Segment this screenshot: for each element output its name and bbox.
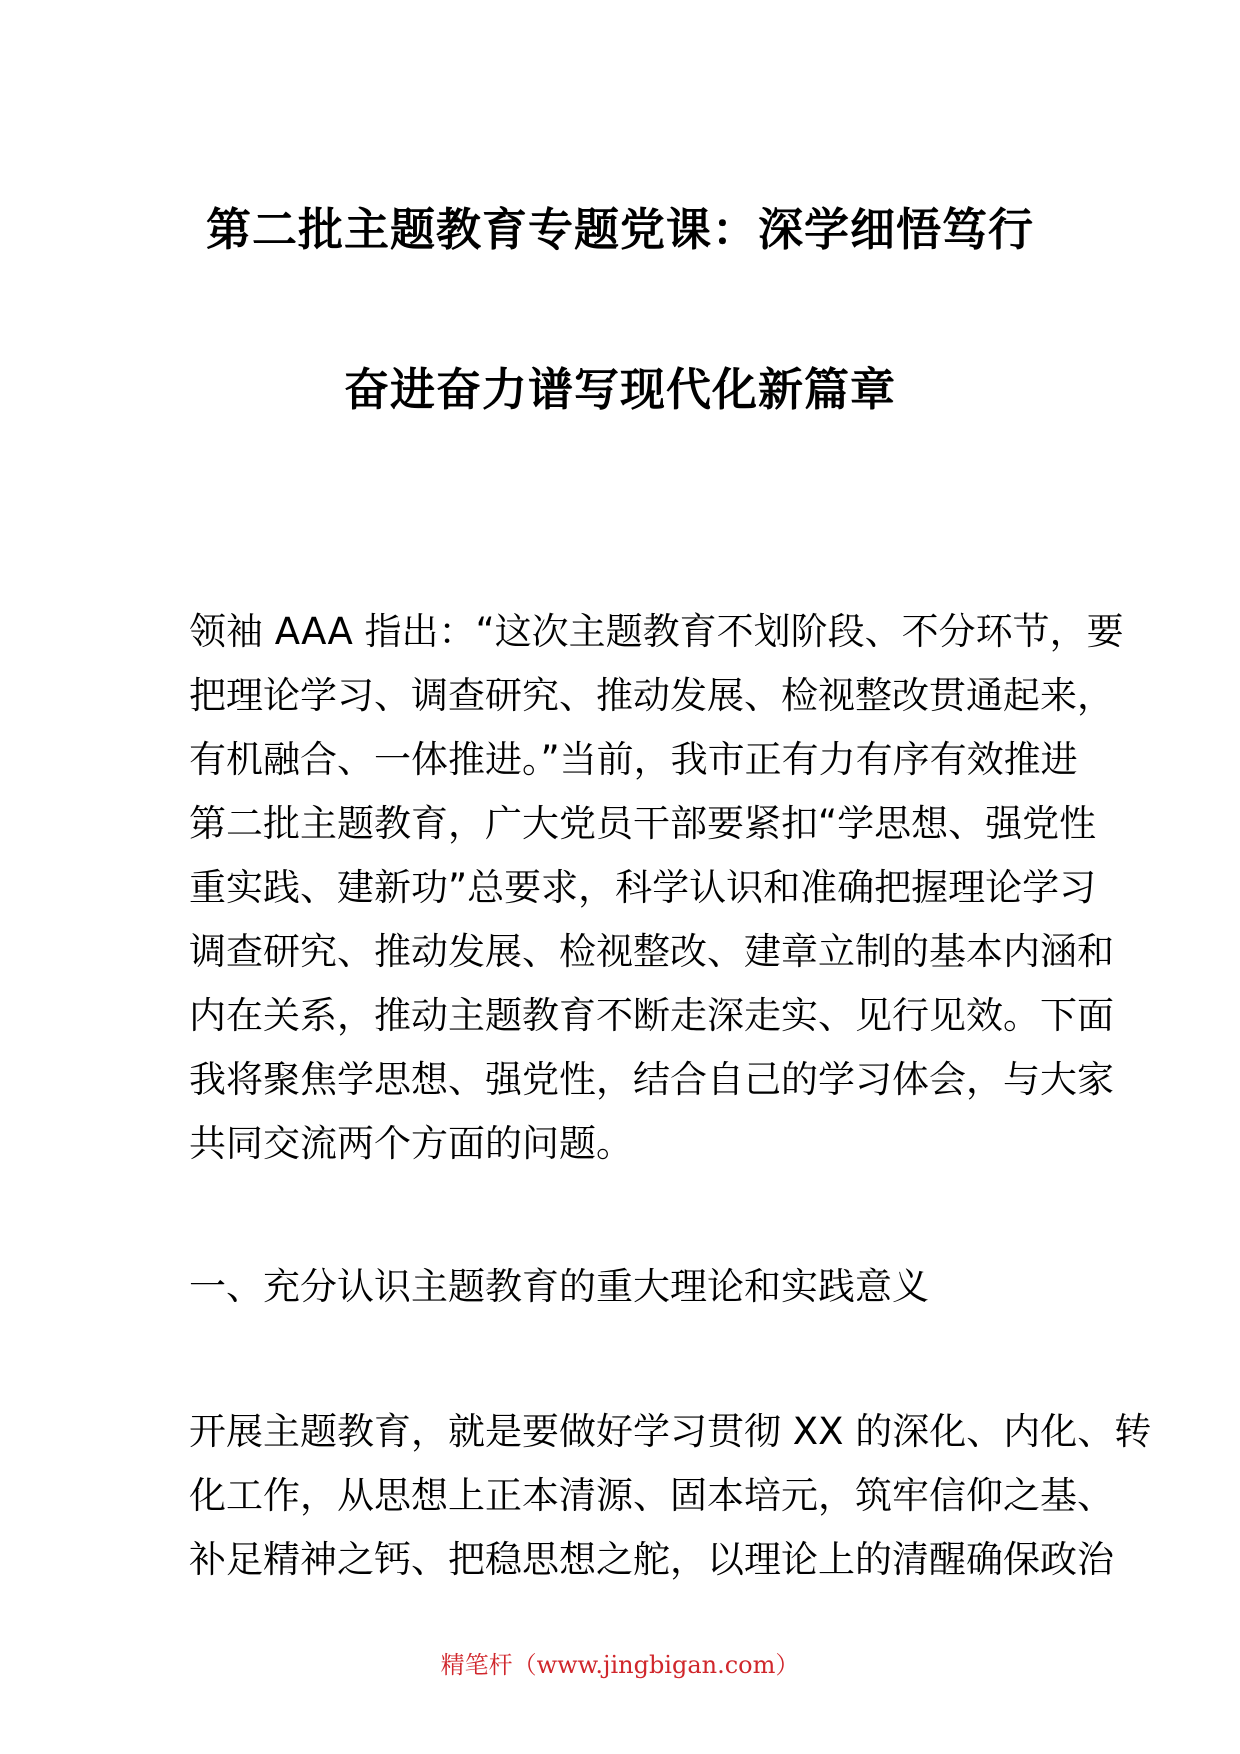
document-title-line-1: 第二批主题教育专题党课：深学细悟笃行 — [205, 203, 1034, 256]
document-title-line-2: 奋进奋力谱写现代化新篇章 — [343, 363, 896, 416]
paragraph-line: 内在关系，推动主题教育不断走深走实、见行见效。下面 — [189, 994, 1114, 1037]
paragraph-2 — [189, 1400, 1152, 1592]
paragraph-line: 重实践、建新功”总要求，科学认识和准确把握理论学习 — [189, 866, 1097, 909]
footer-watermark: 精笔杆（www.jingbigan.com） — [440, 1651, 800, 1679]
paragraph-line: 开展主题教育，就是要做好学习贯彻 XX 的深化、内化、转 — [189, 1410, 1152, 1453]
paragraph-1 — [189, 600, 1124, 1176]
paragraph-line: 调查研究、推动发展、检视整改、建章立制的基本内涵和 — [189, 930, 1114, 973]
paragraph-line: 有机融合、一体推进。”当前，我市正有力有序有效推进 — [189, 738, 1078, 781]
paragraph-line: 共同交流两个方面的问题。 — [189, 1122, 633, 1165]
paragraph-line: 领袖 AAA 指出：“这次主题教育不划阶段、不分环节，要 — [189, 610, 1124, 653]
paragraph-line: 第二批主题教育，广大党员干部要紧扣“学思想、强党性 — [189, 802, 1097, 845]
paragraph-line: 我将聚焦学思想、强党性，结合自己的学习体会，与大家 — [189, 1058, 1114, 1101]
section-heading-text: 一、充分认识主题教育的重大理论和实践意义 — [189, 1265, 929, 1308]
paragraph-line: 补足精神之钙、把稳思想之舵，以理论上的清醒确保政治 — [189, 1538, 1114, 1581]
paragraph-line: 化工作，从思想上正本清源、固本培元，筑牢信仰之基、 — [189, 1474, 1114, 1517]
paragraph-line: 把理论学习、调查研究、推动发展、检视整改贯通起来， — [189, 674, 1114, 717]
section-heading-1 — [189, 1255, 1059, 1319]
